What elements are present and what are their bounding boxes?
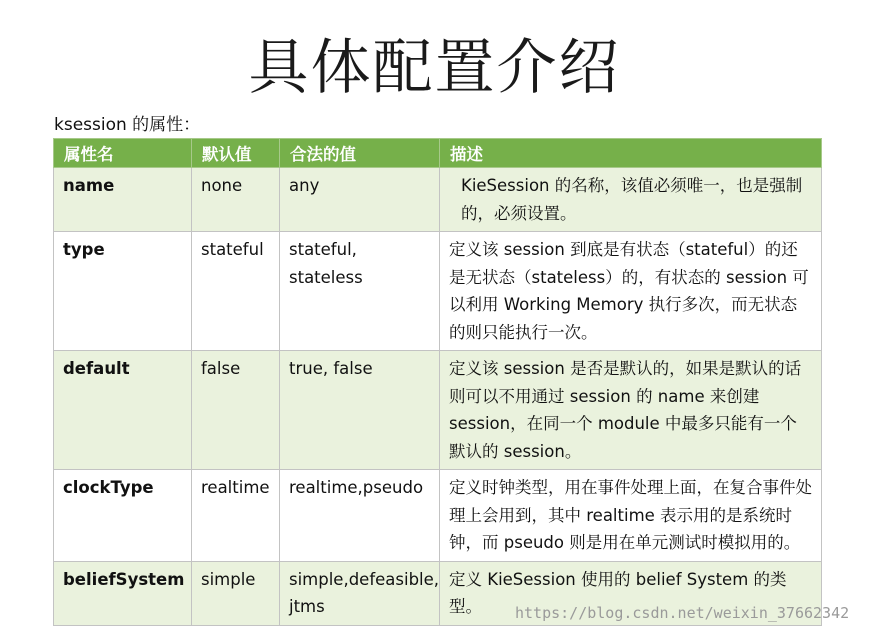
cell-name: default [54, 351, 192, 470]
cell-name: beliefSystem [54, 561, 192, 625]
header-description: 描述 [440, 139, 822, 168]
cell-values: any [280, 168, 440, 232]
cell-description: 定义时钟类型，用在事件处理上面，在复合事件处理上会用到，其中 realtime 表示用的是系统时钟，而 pseudo 则是用在单元测试时模拟用的。 [440, 470, 822, 562]
watermark-url: https://blog.csdn.net/weixin_37662342 [515, 604, 850, 622]
table-header-row [54, 139, 822, 168]
cell-default: realtime [192, 470, 280, 562]
section-label: ksession 的属性： [54, 115, 201, 135]
cell-description: 定义该 session 是否是默认的，如果是默认的话则可以不用通过 session 的 name 来创建 session，在同一个 module 中最多只能有一个默认的 session。 [440, 351, 822, 470]
cell-default: simple [192, 561, 280, 625]
cell-description: 定义该 session 到底是有状态（stateful）的还是无状态（stateless）的，有状态的 session 可以利用 Working Memory 执行多次，而无状态的则只能执行一次。 [440, 232, 822, 351]
table-row [54, 470, 822, 562]
cell-name: clockType [54, 470, 192, 562]
cell-description: 定义 KieSession 使用的 belief System 的类型。 [440, 561, 822, 625]
cell-name: type [54, 232, 192, 351]
cell-default: none [192, 168, 280, 232]
header-valid-values: 合法的值 [280, 139, 440, 168]
cell-values: realtime,pseudo [280, 470, 440, 562]
cell-default: stateful [192, 232, 280, 351]
cell-description: KieSession 的名称，该值必须唯一，也是强制的，必须设置。 [440, 168, 822, 232]
cell-values: simple,defeasible, jtms [280, 561, 440, 625]
attributes-table [53, 138, 822, 626]
cell-name: name [54, 168, 192, 232]
cell-values: stateful, stateless [280, 232, 440, 351]
table-row [54, 168, 822, 232]
page-title: 具体配置介绍 [248, 33, 621, 103]
table-row [54, 351, 822, 470]
header-default-value: 默认值 [192, 139, 280, 168]
cell-default: false [192, 351, 280, 470]
cell-values: true, false [280, 351, 440, 470]
header-attr-name: 属性名 [54, 139, 192, 168]
table-row [54, 232, 822, 351]
